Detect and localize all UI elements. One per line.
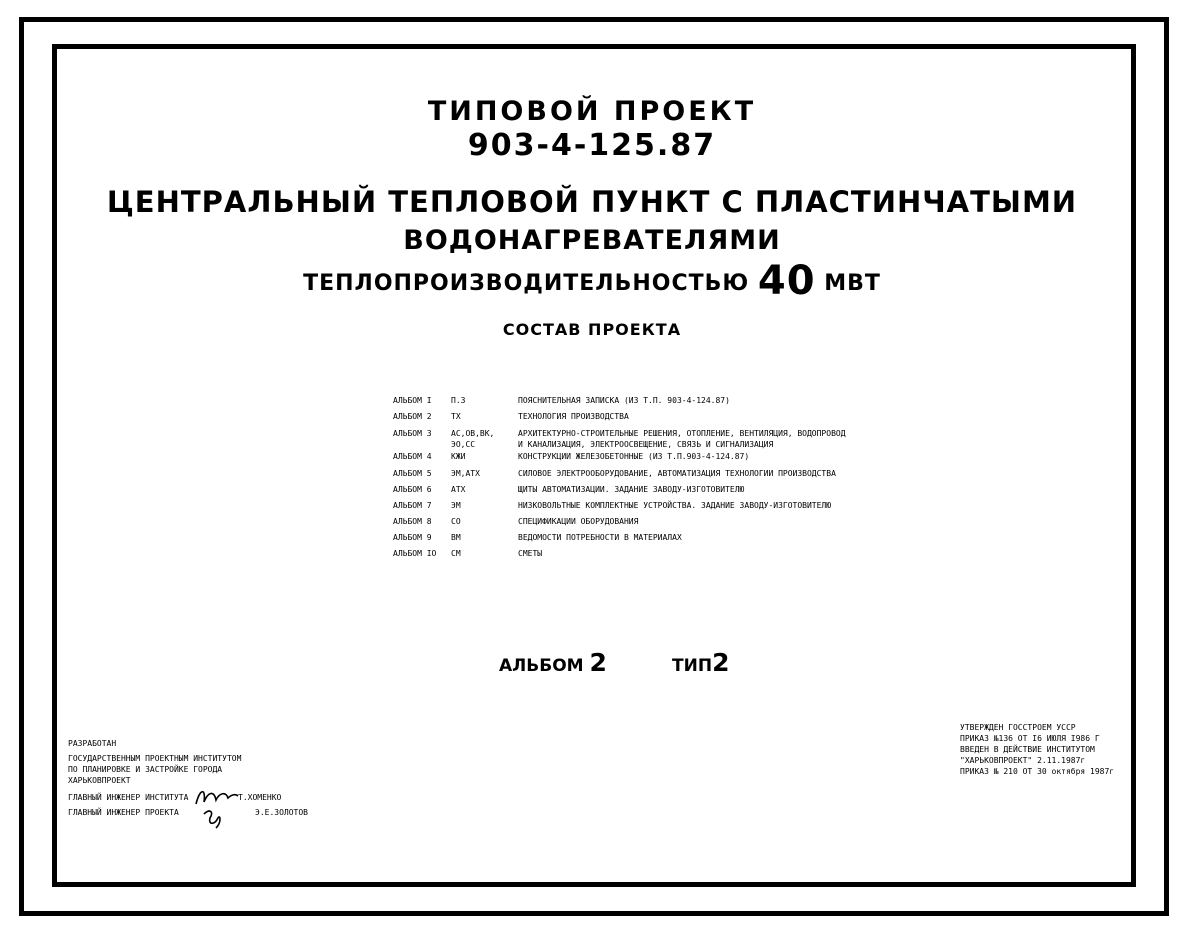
album-cell: АЛЬБОМ 6 — [393, 485, 432, 494]
code-cell: АС,ОВ,ВК, — [451, 429, 495, 438]
album-cell: АЛЬБОМ I — [393, 396, 432, 405]
developer-line: ГОСУДАРСТВЕННЫМ ПРОЕКТНЫМ ИНСТИТУТОМ — [68, 754, 242, 763]
name-cell: ЩИТЫ АВТОМАТИЗАЦИИ. ЗАДАНИЕ ЗАВОДУ-ИЗГОТОВИТЕЛЮ — [518, 485, 745, 494]
code-cell: ВМ — [451, 533, 461, 542]
type-number: 2 — [712, 648, 730, 677]
title-capacity-unit: МВТ — [824, 271, 881, 296]
album-cell: АЛЬБОМ 3 — [393, 429, 432, 438]
approval-line: "ХАРЬКОВПРОЕКТ" 2.11.1987г — [960, 756, 1086, 765]
title-line-2: ВОДОНАГРЕВАТЕЛЯМИ — [403, 225, 781, 256]
project-engineer-label: ГЛАВНЫЙ ИНЖЕНЕР ПРОЕКТА — [68, 808, 179, 817]
developer-line: ХАРЬКОВПРОЕКТ — [68, 776, 131, 785]
album-label — [499, 648, 607, 677]
title-line-1: ЦЕНТРАЛЬНЫЙ ТЕПЛОВОЙ ПУНКТ С ПЛАСТИНЧАТЫМИ — [106, 185, 1078, 219]
name-cell: ТЕХНОЛОГИЯ ПРОИЗВОДСТВА — [518, 412, 629, 421]
code-cell: СО — [451, 517, 461, 526]
album-cell: АЛЬБОМ 9 — [393, 533, 432, 542]
developer-line: РАЗРАБОТАН — [68, 739, 117, 748]
type-label — [672, 648, 729, 677]
code-cell: П.З — [451, 396, 466, 405]
signature-project-engineer — [200, 806, 228, 832]
album-cell: АЛЬБОМ 2 — [393, 412, 432, 421]
album-cell: АЛЬБОМ 7 — [393, 501, 432, 510]
name-cell: ВЕДОМОСТИ ПОТРЕБНОСТИ В МАТЕРИАЛАХ — [518, 533, 682, 542]
title-line-3 — [0, 258, 1184, 304]
code-cell: ТХ — [451, 412, 461, 421]
name-cell: И КАНАЛИЗАЦИЯ, ЭЛЕКТРООСВЕЩЕНИЕ, СВЯЗЬ И СИГНАЛИЗАЦИЯ — [518, 440, 774, 449]
chief-engineer-label: ГЛАВНЫЙ ИНЖЕНЕР ИНСТИТУТА — [68, 793, 189, 802]
album-number: 2 — [589, 648, 607, 677]
name-cell: СИЛОВОЕ ЭЛЕКТРООБОРУДОВАНИЕ, АВТОМАТИЗАЦИЯ ТЕХНОЛОГИИ ПРОИЗВОДСТВА — [518, 469, 836, 478]
code-cell: СМ — [451, 549, 461, 558]
title-capacity-label: ТЕПЛОПРОИЗВОДИТЕЛЬНОСТЬЮ — [303, 271, 750, 296]
title-capacity-value: 40 — [757, 258, 816, 304]
code-cell: КЖИ — [451, 452, 466, 461]
name-cell: АРХИТЕКТУРНО-СТРОИТЕЛЬНЫЕ РЕШЕНИЯ, ОТОПЛЕНИЕ, ВЕНТИЛЯЦИЯ, ВОДОПРОВОД — [518, 429, 846, 438]
album-cell: АЛЬБОМ IO — [393, 549, 437, 558]
name-cell: КОНСТРУКЦИИ ЖЕЛЕЗОБЕТОННЫЕ (ИЗ Т.П.903-4-124.87) — [518, 452, 750, 461]
name-cell: СМЕТЫ — [518, 549, 543, 558]
approval-line: ВВЕДЕН В ДЕЙСТВИЕ ИНСТИТУТОМ — [960, 745, 1095, 754]
developer-line: ПО ПЛАНИРОВКЕ И ЗАСТРОЙКЕ ГОРОДА — [68, 765, 223, 774]
project-engineer-name: Э.Е.ЗОЛОТОВ — [255, 808, 308, 817]
name-cell: СПЕЦИФИКАЦИИ ОБОРУДОВАНИЯ — [518, 517, 639, 526]
approval-line: ПРИКАЗ № 210 ОТ 30 октября 1987г — [960, 767, 1115, 776]
code-cell: ЭМ,АТХ — [451, 469, 480, 478]
approval-line: УТВЕРЖДЕН ГОССТРОЕМ УССР — [960, 723, 1076, 732]
name-cell: ПОЯСНИТЕЛЬНАЯ ЗАПИСКА (ИЗ Т.П. 903-4-124.87) — [518, 396, 730, 405]
code-cell: ЭО,СС — [451, 440, 476, 449]
album-cell: АЛЬБОМ 5 — [393, 469, 432, 478]
approval-block — [960, 722, 1114, 777]
doc-type: ТИПОВОЙ ПРОЕКТ — [427, 96, 757, 127]
name-cell: НИЗКОВОЛЬТНЫЕ КОМПЛЕКТНЫЕ УСТРОЙСТВА. ЗАДАНИЕ ЗАВОДУ-ИЗГОТОВИТЕЛЮ — [518, 501, 832, 510]
project-number: 903-4-125.87 — [467, 128, 717, 163]
album-label-text: АЛЬБОМ — [499, 656, 584, 676]
composition-heading: СОСТАВ ПРОЕКТА — [502, 320, 682, 339]
album-cell: АЛЬБОМ 4 — [393, 452, 432, 461]
chief-engineer-name: Т.ХОМЕНКО — [238, 793, 282, 802]
approval-line: ПРИКАЗ №136 ОТ I6 ИЮЛЯ I986 Г — [960, 734, 1100, 743]
type-label-text: ТИП — [672, 656, 713, 676]
album-cell: АЛЬБОМ 8 — [393, 517, 432, 526]
code-cell: ЭМ — [451, 501, 461, 510]
code-cell: АТХ — [451, 485, 466, 494]
